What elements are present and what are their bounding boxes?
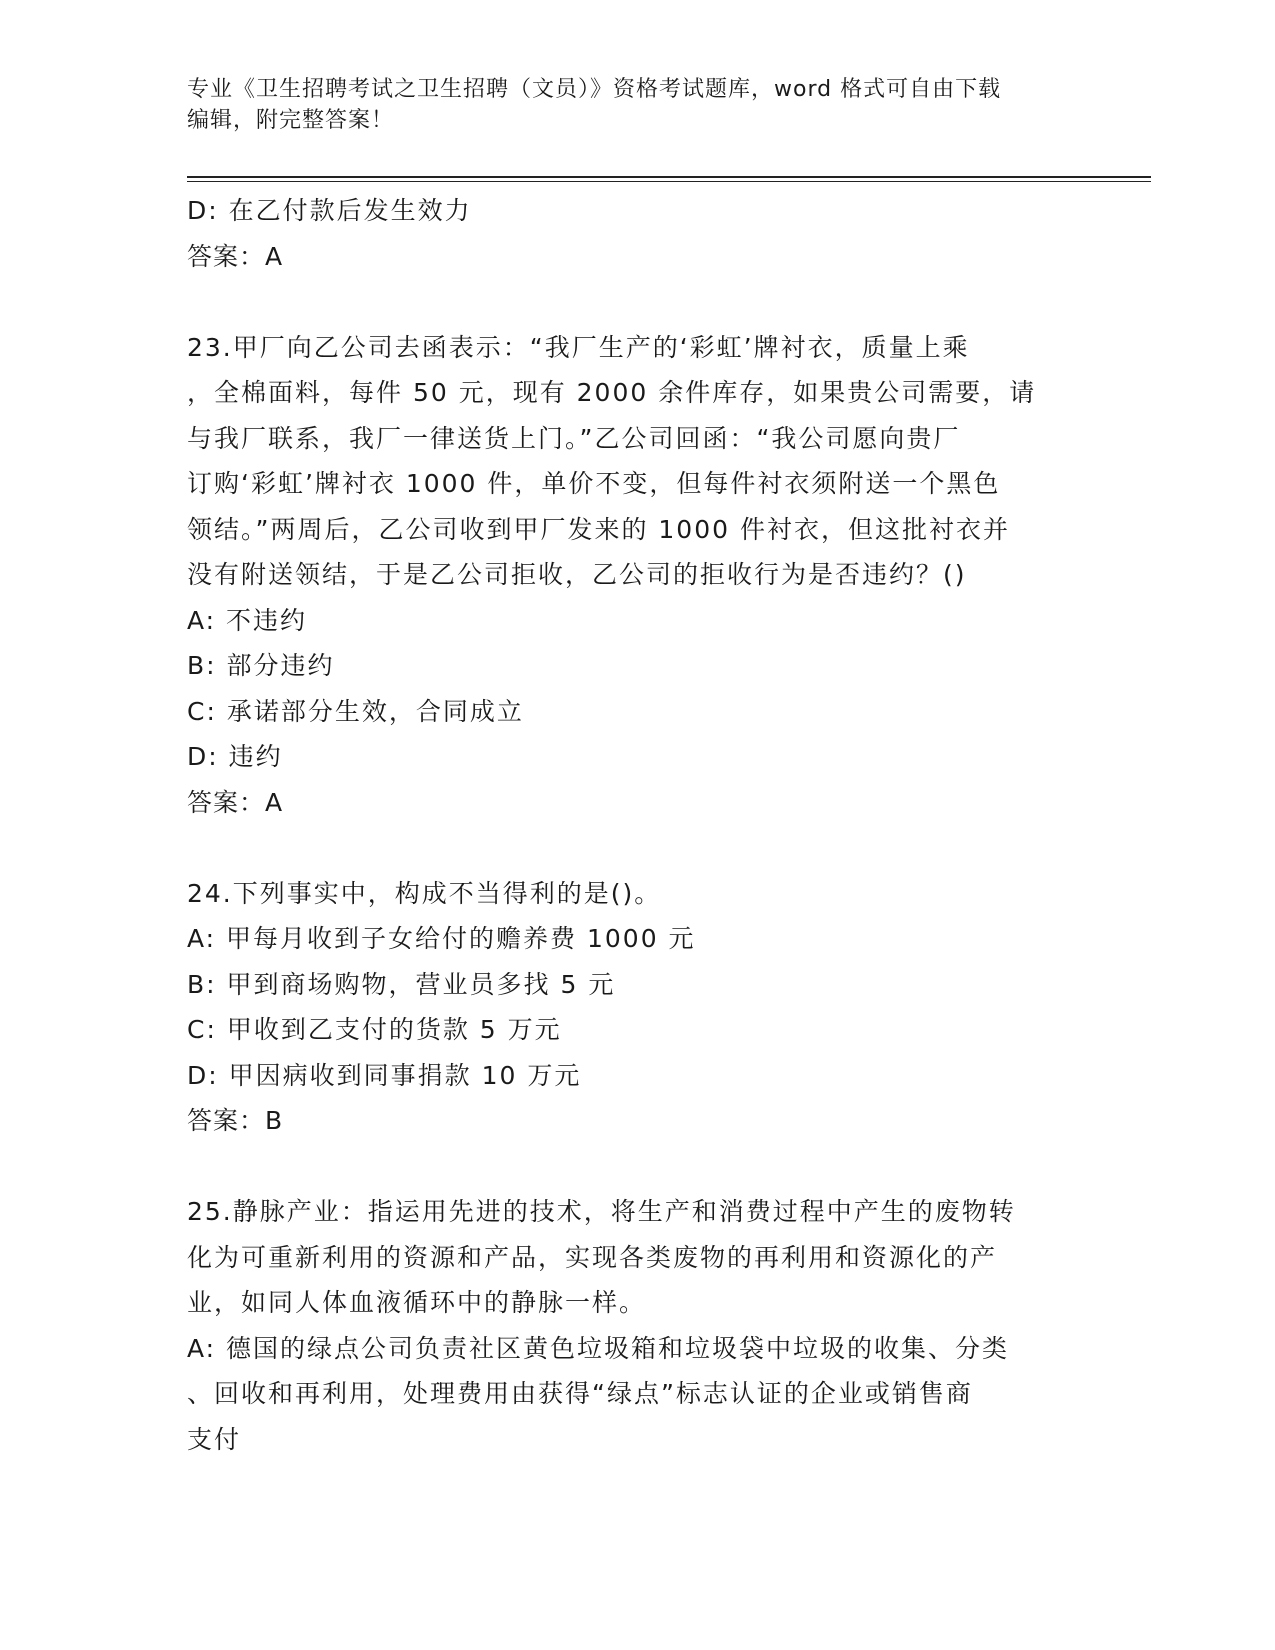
question-23 (187, 325, 1077, 826)
q23-stem-line: ，全棉面料，每件 50 元，现有 2000 余件库存，如果贵公司需要，请 (187, 378, 1037, 407)
q22-answer (187, 234, 1077, 280)
question-24 (187, 871, 1077, 1144)
q25-option-a-line: A: 德国的绿点公司负责社区黄色垃圾箱和垃圾袋中垃圾的收集、分类 (187, 1333, 1010, 1363)
q23-option-b: B: 部分违约 (187, 651, 335, 680)
q22-option-d: D: 在乙付款后发生效力 (187, 196, 472, 225)
q25-option-a-line: 支付 (187, 1424, 242, 1454)
q24-option-c: C: 甲收到乙支付的货款 5 万元 (187, 1015, 562, 1044)
q25-stem-line: 25.静脉产业：指运用先进的技术，将生产和消费过程中产生的废物转 (187, 1197, 1016, 1226)
answer-value: B (265, 1106, 283, 1135)
header-line-1: 专业《卫生招聘考试之卫生招聘（文员）》资格考试题库，word 格式可自由下载 (187, 77, 1002, 102)
q24-option-b: B: 甲到商场购物，营业员多找 5 元 (187, 969, 616, 999)
document-body (187, 188, 1077, 1462)
q25-stem-line: 化为可重新利用的资源和产品，实现各类废物的再利用和资源化的产 (187, 1242, 998, 1272)
question-25 (187, 1189, 1077, 1462)
question-22 (187, 188, 1077, 279)
q23-stem-line: 23.甲厂向乙公司去函表示：“我厂生产的‘彩虹’牌衬衣，质量上乘 (187, 332, 970, 362)
q24-answer (187, 1098, 1077, 1144)
question-spacer (187, 1144, 1077, 1190)
q25-stem-line: 业，如同人体血液循环中的静脉一样。 (187, 1288, 647, 1317)
header-line-2: 编辑，附完整答案！ (187, 108, 395, 133)
q23-option-a: A: 不违约 (187, 605, 308, 635)
q25-option-a-line: 、回收和再利用，处理费用由获得“绿点”标志认证的企业或销售商 (187, 1379, 973, 1408)
q23-option-d: D: 违约 (187, 742, 283, 771)
header-divider (187, 176, 1151, 182)
question-spacer (187, 279, 1077, 325)
q23-stem-line: 没有附送领结，于是乙公司拒收，乙公司的拒收行为是否违约？() (187, 560, 967, 589)
q23-stem-line: 订购‘彩虹’牌衬衣 1000 件，单价不变，但每件衬衣须附送一个黑色 (187, 469, 1001, 498)
q23-stem-line: 领结。”两周后，乙公司收到甲厂发来的 1000 件衬衣，但这批衬衣并 (187, 514, 1010, 544)
answer-value: A (265, 787, 283, 817)
q23-option-c: C: 承诺部分生效，合同成立 (187, 696, 524, 726)
answer-value: A (265, 241, 283, 271)
q24-option-a: A: 甲每月收到子女给付的赡养费 1000 元 (187, 924, 696, 953)
q23-stem-line: 与我厂联系，我厂一律送货上门。”乙公司回函：“我公司愿向贵厂 (187, 423, 961, 453)
page-header (187, 74, 1087, 136)
q24-stem-line: 24.下列事实中，构成不当得利的是()。 (187, 878, 662, 908)
answer-label: 答案： (187, 787, 266, 817)
q23-answer (187, 780, 1077, 826)
q24-option-d: D: 甲因病收到同事捐款 10 万元 (187, 1060, 582, 1090)
question-spacer (187, 825, 1077, 871)
answer-label: 答案： (187, 241, 266, 271)
answer-label: 答案： (187, 1106, 266, 1135)
